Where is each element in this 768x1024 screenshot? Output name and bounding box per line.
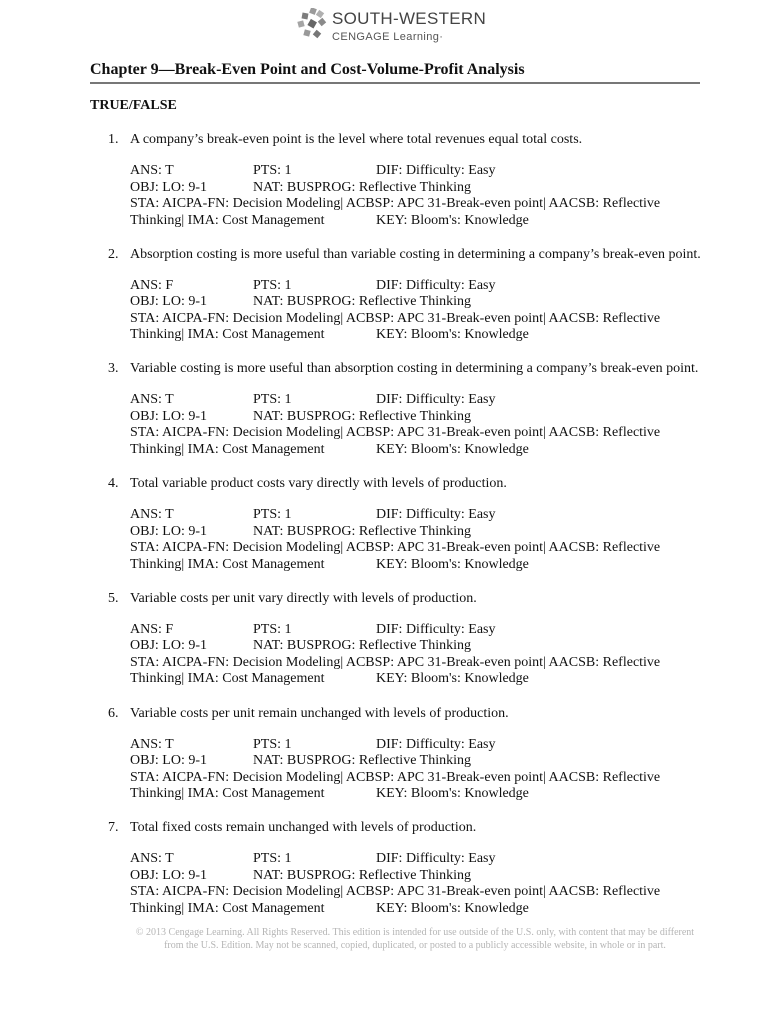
answer-metadata (130, 163, 710, 229)
meta-row-standards-cont (130, 786, 710, 803)
standards-value: STA: AICPA-FN: Decision Modeling| ACBSP: APC 31-Break-even point| AACSB: Reflective (130, 196, 661, 211)
question-number: 2. (108, 246, 119, 262)
meta-row-answer (130, 278, 710, 295)
meta-row-answer (130, 737, 710, 754)
points-value: PTS: 1 (253, 507, 292, 523)
question-text: Variable costs per unit remain unchanged with levels of production. (130, 705, 509, 721)
meta-row-standards-cont (130, 557, 710, 574)
points-value: PTS: 1 (253, 736, 292, 752)
standards-value: STA: AICPA-FN: Decision Modeling| ACBSP: APC 31-Break-even point| AACSB: Reflective (130, 654, 661, 670)
answer-value: ANS: T (130, 163, 174, 178)
answer-value: ANS: F (130, 621, 174, 637)
section-heading: TRUE/FALSE (90, 98, 177, 113)
standards-continued: Thinking| IMA: Cost Management (130, 327, 325, 343)
chapter-title: Chapter 9—Break-Even Point and Cost-Volume-Profit Analysis (90, 61, 700, 84)
keyword-value: KEY: Bloom's: Knowledge (376, 441, 529, 457)
meta-row-answer (130, 507, 710, 524)
copyright-line-1: © 2013 Cengage Learning. All Rights Reserved. This edition is intended for use outside of the U.S. only, with content that may be different (135, 927, 695, 938)
meta-row-standards (130, 770, 710, 787)
difficulty-value: DIF: Difficulty: Easy (376, 621, 496, 637)
standards-value: STA: AICPA-FN: Decision Modeling| ACBSP: APC 31-Break-even point| AACSB: Reflective (130, 310, 661, 326)
meta-row-objective (130, 180, 710, 197)
publisher-logo (296, 8, 496, 44)
question-number: 4. (108, 476, 119, 492)
answer-value: ANS: T (130, 851, 174, 867)
difficulty-value: DIF: Difficulty: Easy (376, 507, 496, 523)
meta-row-objective (130, 524, 710, 541)
keyword-value: KEY: Bloom's: Knowledge (376, 786, 529, 801)
question-item (0, 361, 768, 471)
keyword-value: KEY: Bloom's: Knowledge (376, 212, 529, 228)
question-text: Total fixed costs remain unchanged with levels of production. (130, 820, 477, 836)
question-text: A company’s break-even point is the level where total revenues equal total costs. (130, 132, 583, 147)
question-number: 5. (108, 590, 119, 606)
question-number: 6. (108, 705, 119, 721)
points-value: PTS: 1 (253, 621, 292, 637)
national-standard-value: NAT: BUSPROG: Reflective Thinking (253, 638, 471, 654)
question-number: 7. (108, 820, 119, 836)
question-item (0, 706, 768, 816)
question-text: Absorption costing is more useful than variable costing in determining a company’s break-even point. (130, 246, 701, 262)
objective-value: OBJ: LO: 9-1 (130, 753, 207, 768)
keyword-value: KEY: Bloom's: Knowledge (376, 900, 529, 916)
meta-row-objective (130, 294, 710, 311)
difficulty-value: DIF: Difficulty: Easy (376, 163, 496, 178)
standards-continued: Thinking| IMA: Cost Management (130, 212, 325, 228)
question-number: 3. (108, 361, 119, 377)
question-item (0, 132, 768, 242)
objective-value: OBJ: LO: 9-1 (130, 294, 207, 310)
meta-row-standards-cont (130, 327, 710, 344)
question-item (0, 820, 768, 930)
meta-row-objective (130, 753, 710, 770)
logo-subtitle: CENGAGE Learning· (332, 31, 444, 43)
meta-row-standards (130, 196, 710, 213)
meta-row-objective (130, 638, 710, 655)
standards-value: STA: AICPA-FN: Decision Modeling| ACBSP: APC 31-Break-even point| AACSB: Reflective (130, 769, 661, 785)
meta-row-standards (130, 540, 710, 557)
answer-metadata (130, 851, 710, 917)
answer-metadata (130, 392, 710, 458)
meta-row-standards-cont (130, 671, 710, 688)
meta-row-answer (130, 622, 710, 639)
points-value: PTS: 1 (253, 392, 292, 408)
meta-row-answer (130, 392, 710, 409)
national-standard-value: NAT: BUSPROG: Reflective Thinking (253, 753, 471, 768)
meta-row-standards-cont (130, 442, 710, 459)
meta-row-objective (130, 409, 710, 426)
question-item (0, 247, 768, 357)
question-text: Variable costing is more useful than absorption costing in determining a company’s break-even point. (130, 361, 699, 377)
answer-value: ANS: F (130, 277, 174, 293)
standards-continued: Thinking| IMA: Cost Management (130, 441, 325, 457)
meta-row-standards (130, 311, 710, 328)
answer-value: ANS: T (130, 736, 174, 752)
meta-row-standards-cont (130, 901, 710, 918)
meta-row-standards (130, 884, 710, 901)
meta-row-answer (130, 851, 710, 868)
keyword-value: KEY: Bloom's: Knowledge (376, 556, 529, 572)
meta-row-standards (130, 655, 710, 672)
keyword-value: KEY: Bloom's: Knowledge (376, 327, 529, 343)
meta-row-standards (130, 425, 710, 442)
question-text: Variable costs per unit vary directly with levels of production. (130, 590, 477, 606)
south-western-logo-mark-icon (296, 8, 328, 42)
answer-metadata (130, 737, 710, 803)
question-number: 1. (108, 132, 119, 147)
objective-value: OBJ: LO: 9-1 (130, 638, 207, 654)
objective-value: OBJ: LO: 9-1 (130, 179, 207, 195)
national-standard-value: NAT: BUSPROG: Reflective Thinking (253, 179, 471, 195)
national-standard-value: NAT: BUSPROG: Reflective Thinking (253, 523, 471, 539)
national-standard-value: NAT: BUSPROG: Reflective Thinking (253, 294, 471, 310)
standards-continued: Thinking| IMA: Cost Management (130, 671, 325, 687)
copyright-line-2: from the U.S. Edition. May not be scanned, copied, duplicated, or posted to a publicly accessible website, in whole or in part. (164, 940, 666, 951)
answer-metadata (130, 507, 710, 573)
standards-continued: Thinking| IMA: Cost Management (130, 786, 325, 801)
objective-value: OBJ: LO: 9-1 (130, 867, 207, 883)
answer-value: ANS: T (130, 507, 174, 523)
standards-value: STA: AICPA-FN: Decision Modeling| ACBSP: APC 31-Break-even point| AACSB: Reflective (130, 884, 661, 900)
standards-value: STA: AICPA-FN: Decision Modeling| ACBSP: APC 31-Break-even point| AACSB: Reflective (130, 540, 661, 556)
logo-wordmark: SOUTH-WESTERN (332, 9, 487, 28)
difficulty-value: DIF: Difficulty: Easy (376, 736, 496, 752)
national-standard-value: NAT: BUSPROG: Reflective Thinking (253, 408, 471, 424)
objective-value: OBJ: LO: 9-1 (130, 408, 207, 424)
copyright-footer (120, 926, 710, 952)
meta-row-answer (130, 163, 710, 180)
difficulty-value: DIF: Difficulty: Easy (376, 392, 496, 408)
difficulty-value: DIF: Difficulty: Easy (376, 277, 496, 293)
keyword-value: KEY: Bloom's: Knowledge (376, 671, 529, 687)
standards-continued: Thinking| IMA: Cost Management (130, 900, 325, 916)
objective-value: OBJ: LO: 9-1 (130, 523, 207, 539)
question-text: Total variable product costs vary directly with levels of production. (130, 476, 507, 492)
answer-metadata (130, 622, 710, 688)
question-item (0, 476, 768, 586)
question-item (0, 591, 768, 701)
answer-value: ANS: T (130, 392, 174, 408)
meta-row-objective (130, 868, 710, 885)
national-standard-value: NAT: BUSPROG: Reflective Thinking (253, 867, 471, 883)
meta-row-standards-cont (130, 213, 710, 230)
standards-continued: Thinking| IMA: Cost Management (130, 556, 325, 572)
difficulty-value: DIF: Difficulty: Easy (376, 851, 496, 867)
points-value: PTS: 1 (253, 851, 292, 867)
standards-value: STA: AICPA-FN: Decision Modeling| ACBSP: APC 31-Break-even point| AACSB: Reflective (130, 425, 661, 441)
answer-metadata (130, 278, 710, 344)
points-value: PTS: 1 (253, 163, 292, 178)
points-value: PTS: 1 (253, 277, 292, 293)
